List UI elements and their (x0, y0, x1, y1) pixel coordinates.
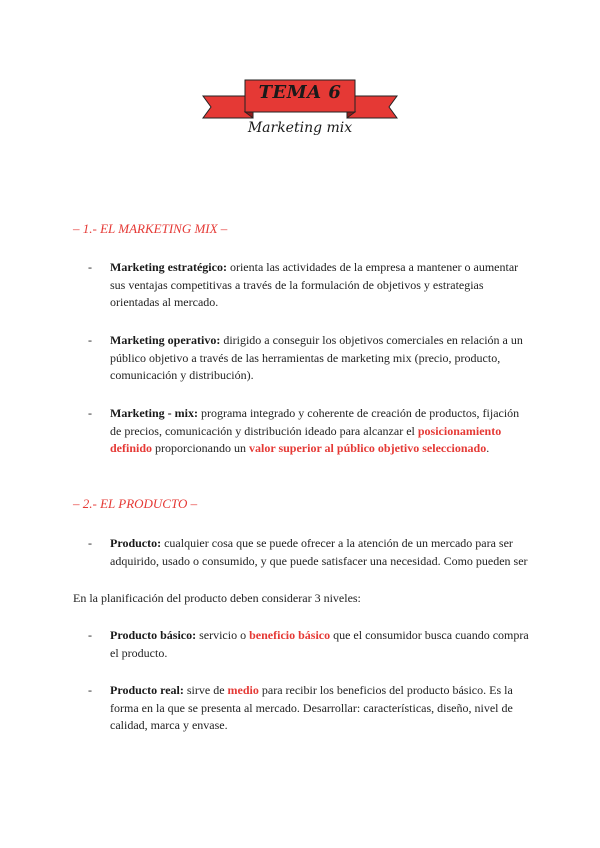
bullet-dash: - (88, 333, 92, 347)
bullet-dash: - (88, 683, 92, 697)
bullet-dash: - (88, 260, 92, 274)
list-item (73, 405, 533, 458)
term-label: Marketing operativo: (110, 333, 221, 347)
page-subtitle: Marketing mix (247, 120, 353, 136)
list-item (73, 627, 533, 662)
list-item (73, 682, 533, 735)
bullet-dash: - (88, 628, 92, 642)
term-label: Producto real: (110, 683, 184, 697)
title-banner (195, 78, 405, 126)
definition-text: cualquier cosa que se puede ofrecer a la atención de un mercado para ser adquirido, usado o consumido, y que puede satisfacer una necesidad. Como pueden ser (110, 536, 528, 568)
definition-text: para recibir los beneficios del producto básico. Es la forma en la que se presenta al mercado. Desarrollar: características, diseño, nivel de calidad, marca y envase. (110, 683, 513, 732)
list-item (73, 332, 533, 385)
definition-text: proporcionando un (152, 441, 249, 455)
bullet-dash: - (88, 536, 92, 550)
term-label: Producto básico: (110, 628, 197, 642)
definition-text: sirve de (183, 683, 228, 697)
definition-text: orienta las actividades de la empresa a mantener o aumentar sus ventajas competitivas a través de la formulación de objetivos y estrategias orientadas al mercado. (110, 260, 519, 309)
highlight-text: valor superior al público objetivo seleccionado (249, 441, 487, 455)
definition-text: dirigido a conseguir los objetivos comerciales en relación a un público objetivo a través de las herramientas de marketing mix (precio, producto, comunicación y distribución). (110, 333, 523, 382)
section-heading-marketing-mix: – 1.- EL MARKETING MIX – (73, 221, 228, 236)
definition-text: . (486, 441, 490, 455)
list-item (73, 259, 533, 312)
intro-paragraph: En la planificación del producto deben considerar 3 niveles: (73, 591, 361, 605)
bullet-dash: - (88, 406, 92, 420)
definition-text: programa integrado y coherente de creación de productos, fijación de precios, comunicación y distribución ideado para alcanzar el (110, 406, 520, 438)
list-item (73, 535, 533, 570)
highlight-text: medio (227, 683, 259, 697)
highlight-text: posicionamiento definido (110, 423, 502, 455)
term-label: Marketing estratégico: (110, 260, 227, 274)
definition-text: servicio o (196, 628, 250, 642)
page-title: TEMA 6 (258, 82, 342, 103)
term-label: Producto: (110, 536, 162, 550)
definition-text: que el consumidor busca cuando compra el producto. (110, 628, 529, 660)
highlight-text: beneficio básico (249, 628, 331, 642)
term-label: Marketing - mix: (110, 406, 198, 420)
section-heading-producto: – 2.- EL PRODUCTO – (73, 496, 198, 511)
